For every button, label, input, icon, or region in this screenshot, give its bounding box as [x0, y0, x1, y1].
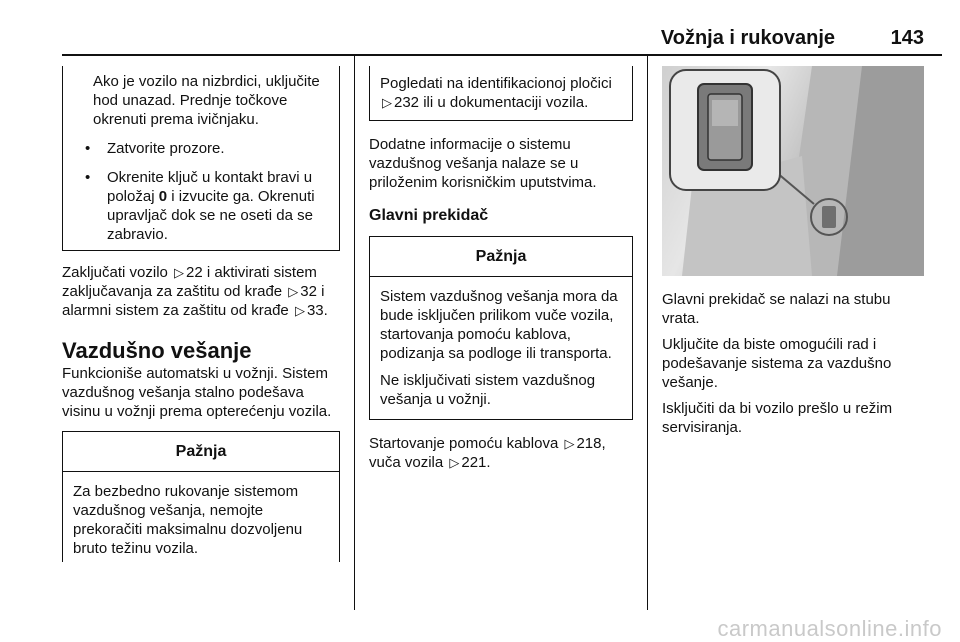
arrow-reference-icon[interactable]: ▷ — [449, 455, 460, 470]
column-left — [62, 66, 340, 562]
notice-text: Sistem vazdušnog vešanja mora da bude isključen prilikom vuče vozila, startovanja pomoću kablova, podizanja sa podloge ili transporta. — [380, 288, 618, 362]
subsection-heading: Glavni prekidač — [369, 207, 489, 224]
info-paragraph: Dodatne informacije o sistemu vazdušnog vešanja nalaze se u priloženim korisničkim uputstvima. — [369, 136, 597, 191]
text: 32 i alarmni sistem za zaštitu od krađe — [62, 283, 325, 319]
text: 33. — [306, 302, 328, 319]
text: 221. — [461, 454, 491, 471]
notice-title: Pažnja — [63, 432, 339, 472]
continued-text: Ako je vozilo na nizbrdici, uključite hod unazad. Prednje točkove okrenuti prema ivičnjaku. — [93, 73, 320, 128]
lock-vehicle-paragraph — [62, 263, 340, 320]
text: Pogledati na identifikacionoj pločici — [380, 75, 612, 92]
section-text: Funkcioniše automatski u vožnji. Sistem vazdušnog vešanja stalno podešava visinu u vožnji prema opterećenju vozila. — [62, 365, 332, 420]
bullet-text: Zatvorite prozore. — [107, 140, 225, 157]
text: Startovanje pomoću kablova — [369, 435, 559, 452]
bullet-text: Okrenite ključ u kontakt bravi u položaj — [107, 169, 313, 205]
column-divider — [354, 56, 355, 610]
continued-notice-box — [62, 66, 340, 251]
header-title: Vožnja i rukovanje — [660, 27, 835, 49]
bullet-close-windows — [71, 139, 331, 158]
notice-box — [369, 236, 633, 420]
key-position: 0 — [158, 188, 168, 205]
continued-notice-box — [369, 66, 633, 121]
column-divider — [647, 56, 648, 610]
arrow-reference-icon[interactable]: ▷ — [294, 303, 305, 318]
door-pillar-illustration — [662, 66, 924, 276]
text: 218, vuča vozila — [369, 435, 606, 471]
watermark: carmanualsonline.info — [717, 616, 942, 641]
arrow-reference-icon[interactable]: ▷ — [382, 95, 392, 110]
arrow-reference-icon[interactable]: ▷ — [288, 284, 299, 299]
main-switch-photo — [662, 66, 924, 276]
jump-start-paragraph — [369, 434, 633, 472]
arrow-reference-icon[interactable]: ▷ — [564, 436, 575, 451]
column-right — [662, 66, 924, 437]
text: 22 i aktivirati sistem zaključavanja za zaštitu od krađe — [62, 264, 317, 300]
notice-text: Ne isključivati sistem vazdušnog vešanja u vožnji. — [380, 372, 596, 408]
page-number: 143 — [890, 27, 924, 49]
notice-body — [370, 277, 632, 419]
text: 232 ili u dokumentaciji vozila. — [394, 94, 589, 111]
section-heading: Vazdušno vešanje — [62, 338, 252, 363]
notice-box — [62, 431, 340, 562]
arrow-reference-icon[interactable]: ▷ — [174, 265, 185, 280]
switch-on-text: Uključite da biste omogućili rad i podešavanje sistema za vazdušno vešanje. — [662, 336, 892, 391]
bullet-ignition-key — [71, 168, 331, 244]
switch-location-text: Glavni prekidač se nalazi na stubu vrata. — [662, 291, 891, 327]
header-rule — [62, 54, 942, 56]
bullet-text: i izvucite ga. Okrenuti upravljač dok se ne oseti da se zabravio. — [107, 188, 315, 243]
notice-title: Pažnja — [370, 237, 632, 277]
switch-off-text: Isključiti da bi vozilo prešlo u režim servisiranja. — [662, 400, 893, 436]
column-middle — [369, 66, 633, 472]
notice-text: Za bezbedno rukovanje sistemom vazdušnog vešanja, nemojte prekoračiti maksimalnu dozvoljenu bruto težinu vozila. — [73, 483, 303, 557]
text: Zaključati vozilo — [62, 264, 168, 281]
